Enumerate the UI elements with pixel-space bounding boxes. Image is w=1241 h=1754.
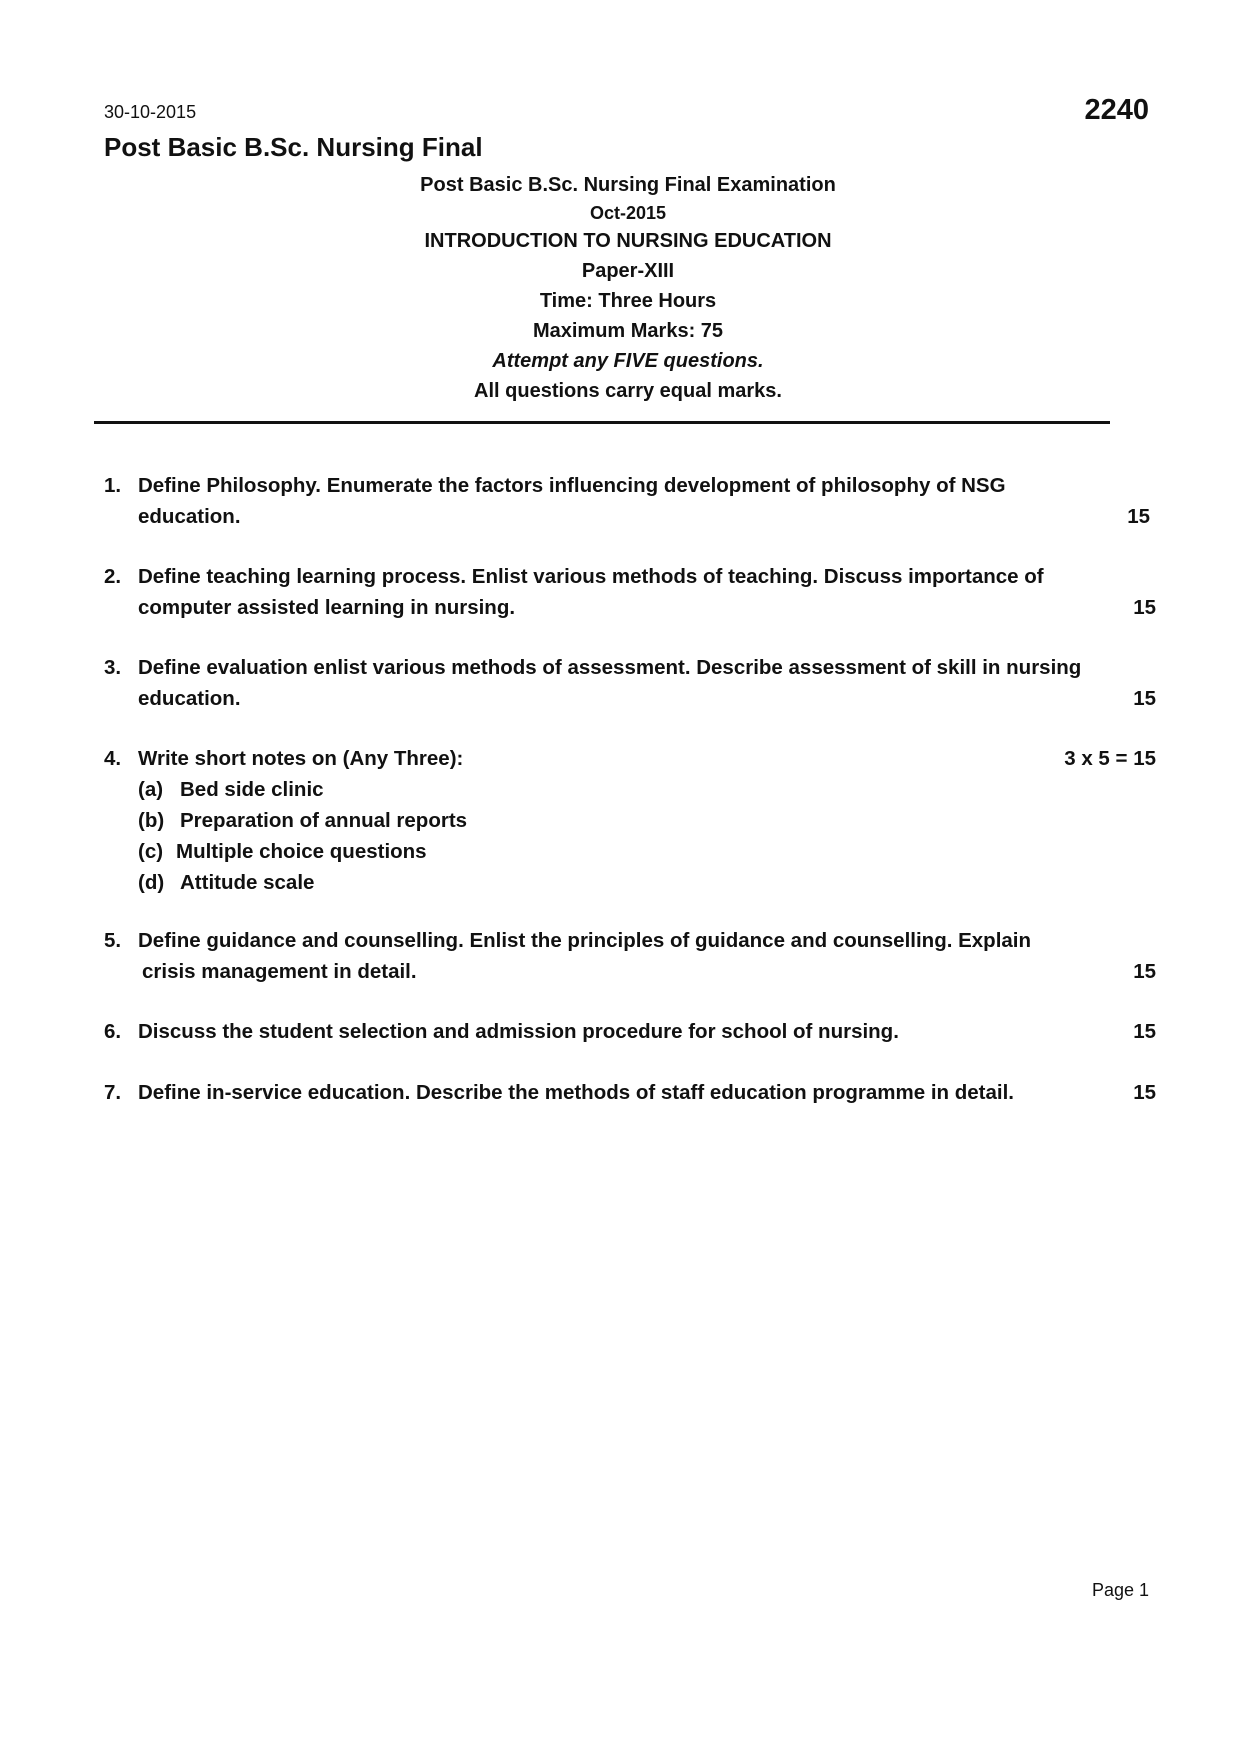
question-number: 5. xyxy=(104,929,122,952)
question-text: education. xyxy=(138,687,241,710)
question-4 xyxy=(104,743,1156,898)
question-marks: 3 x 5 = 15 xyxy=(1064,747,1156,770)
question-text: computer assisted learning in nursing. xyxy=(138,596,516,619)
page-number: Page 1 xyxy=(1091,1580,1149,1600)
question-6 xyxy=(104,1016,1156,1047)
exam-time: Time: Three Hours xyxy=(539,290,717,312)
sub-question-text: Bed side clinic xyxy=(180,778,324,801)
exam-date: 30-10-2015 xyxy=(104,102,197,122)
question-7 xyxy=(104,1077,1156,1108)
question-text: Define Philosophy. Enumerate the factors influencing development of philosophy of NSG xyxy=(138,474,1006,497)
question-number: 6. xyxy=(104,1020,122,1043)
sub-question-b xyxy=(104,805,1156,836)
course-title: Post Basic B.Sc. Nursing Final xyxy=(104,132,483,162)
question-text: Define teaching learning process. Enlist various methods of teaching. Discuss importance of xyxy=(138,565,1044,588)
sub-question-c xyxy=(104,836,1156,867)
subject-title: INTRODUCTION TO NURSING EDUCATION xyxy=(424,230,832,252)
question-1 xyxy=(104,470,1156,532)
question-text: Discuss the student selection and admission procedure for school of nursing. xyxy=(138,1020,899,1043)
question-marks: 15 xyxy=(1133,1020,1156,1043)
question-number: 2. xyxy=(104,565,122,588)
question-text: Define evaluation enlist various methods of assessment. Describe assessment of skill in nursing xyxy=(138,656,1082,679)
question-text: Define in-service education. Describe the methods of staff education programme in detail. xyxy=(138,1081,1014,1104)
sub-question-a xyxy=(104,774,1156,805)
question-3 xyxy=(104,652,1156,714)
sub-question-text: Attitude scale xyxy=(180,871,315,894)
question-number: 4. xyxy=(104,747,122,770)
sub-question-label: (a) xyxy=(138,778,164,801)
question-marks: 15 xyxy=(1133,596,1156,619)
sub-question-label: (c) xyxy=(138,840,164,863)
question-text: crisis management in detail. xyxy=(142,960,417,983)
sub-question-text: Multiple choice questions xyxy=(176,840,427,863)
question-5 xyxy=(104,925,1156,987)
header-divider xyxy=(94,421,1110,424)
marks-note: All questions carry equal marks. xyxy=(474,380,782,402)
paper-code: 2240 xyxy=(1084,94,1149,126)
question-marks: 15 xyxy=(1127,505,1150,528)
instruction: Attempt any FIVE questions. xyxy=(492,350,764,372)
sub-question-label: (d) xyxy=(138,871,165,894)
question-2 xyxy=(104,561,1156,623)
exam-session: Oct-2015 xyxy=(589,203,667,223)
question-marks: 15 xyxy=(1133,1081,1156,1104)
question-text: Define guidance and counselling. Enlist the principles of guidance and counselling. Explain xyxy=(138,929,1032,952)
sub-question-label: (b) xyxy=(138,809,165,832)
sub-question-d xyxy=(104,867,1156,898)
sub-question-text: Preparation of annual reports xyxy=(180,809,468,832)
question-number: 1. xyxy=(104,474,122,497)
question-text: Write short notes on (Any Three): xyxy=(138,747,464,770)
question-number: 7. xyxy=(104,1081,122,1104)
exam-header xyxy=(0,170,1241,406)
paper-number: Paper-XIII xyxy=(581,260,675,282)
question-text: education. xyxy=(138,505,241,528)
question-marks: 15 xyxy=(1133,687,1156,710)
maximum-marks: Maximum Marks: 75 xyxy=(532,320,724,342)
question-marks: 15 xyxy=(1133,960,1156,983)
exam-name: Post Basic B.Sc. Nursing Final Examination xyxy=(420,174,836,196)
question-number: 3. xyxy=(104,656,122,679)
